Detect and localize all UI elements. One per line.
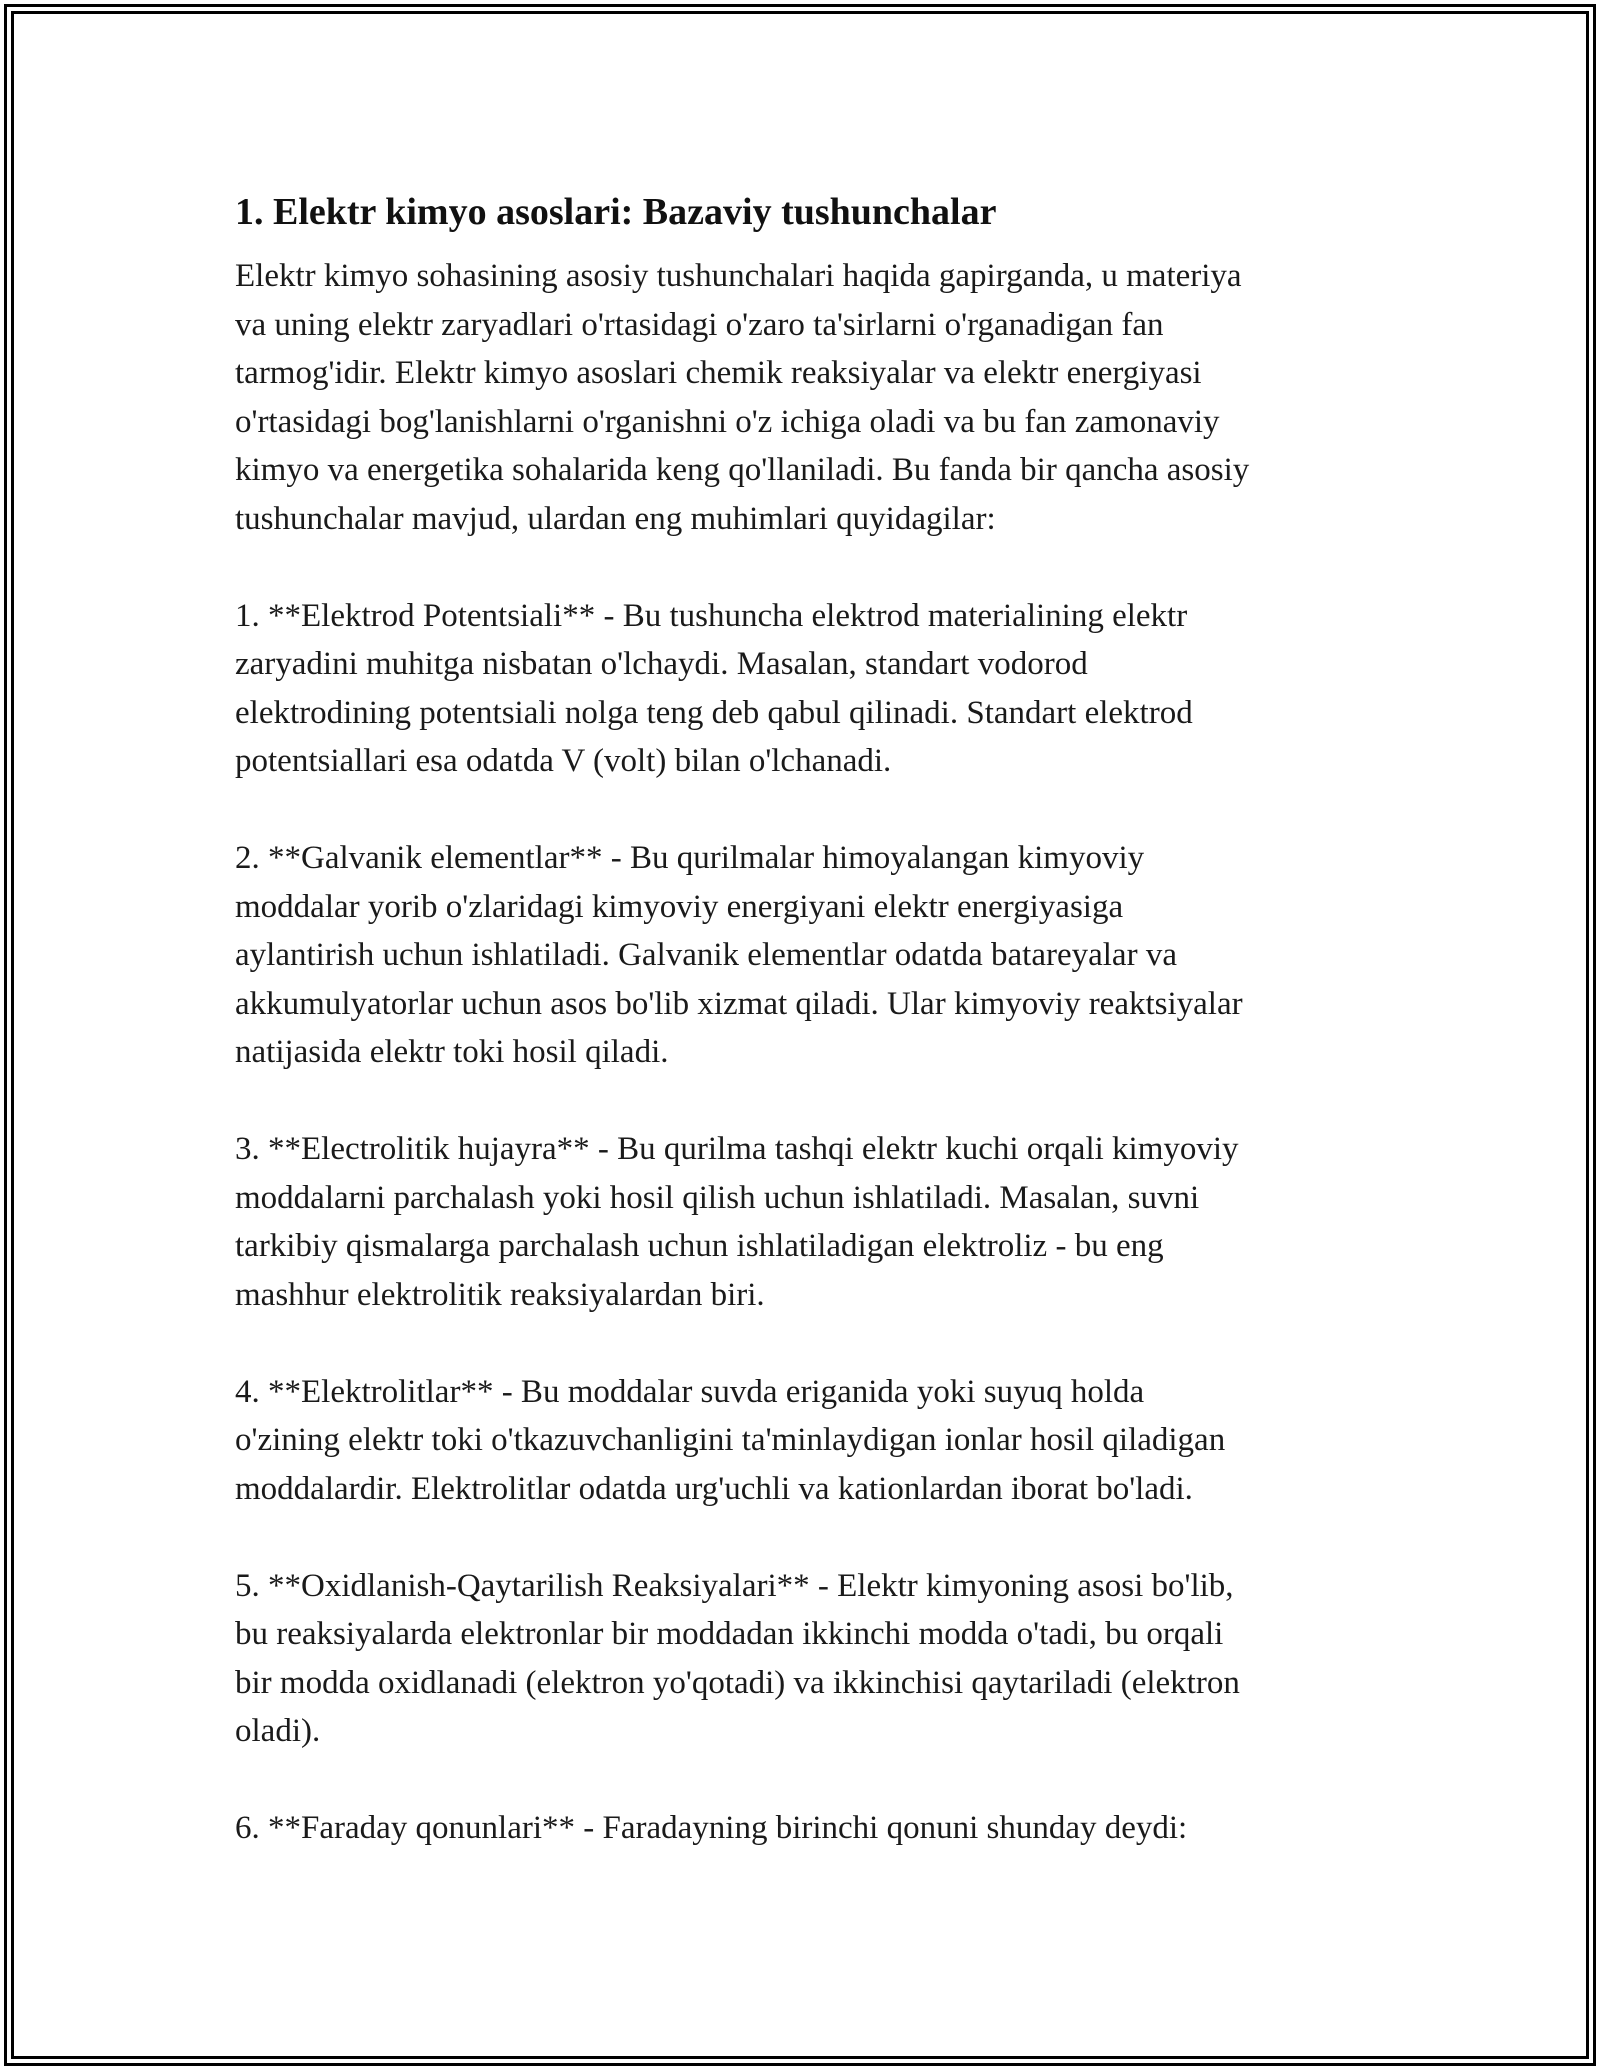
list-item-faraday-qonunlari: 6. **Faraday qonunlari** - Faradayning birinchi qonuni shunday deydi:: [235, 1810, 1188, 1846]
list-item-elektrod-potentsiali: 1. **Elektrod Potentsiali** - Bu tushuncha elektrod materialining elektr zaryadini muhitga nisbatan o'lchaydi. Masalan, standart vodorod elektrodining potentsiali nolga teng deb qabul qilinadi. Standart elektrod potentsiallari esa odatda V (volt) bilan o'lchanadi.: [235, 597, 1193, 779]
intro-paragraph: Elektr kimyo sohasining asosiy tushunchalari haqida gapirganda, u materiya va uning elektr zaryadlari o'rtasidagi o'zaro ta'sirlarni o'rganadigan fan tarmog'idir. Elektr kimyo asoslari chemik reaksiyalar va elektr energiyasi o'rtasidagi bog'lanishlarni o'rganishni o'z ichiga oladi va bu fan zamonaviy kimyo va energetika sohalarida keng qo'llaniladi. Bu fanda bir qancha asosiy tushunchalar mavjud, ulardan eng muhimlari quyidagilar:: [235, 258, 1250, 537]
list-item-galvanik-elementlar: 2. **Galvanik elementlar** - Bu qurilmalar himoyalangan kimyoviy moddalar yorib o'zlaridagi kimyoviy energiyani elektr energiyasiga aylantirish uchun ishlatiladi. Galvanik elementlar odatda batareyalar va akkumulyatorlar uchun asos bo'lib xizmat qiladi. Ular kimyoviy reaktsiyalar natijasida elektr toki hosil qiladi.: [235, 840, 1243, 1070]
list-item-oxidlanish-qaytarilish: 5. **Oxidlanish-Qaytarilish Reaksiyalari** - Elektr kimyoning asosi bo'lib, bu reaksiyalarda elektronlar bir moddadan ikkinchi modda o'tadi, bu orqali bir modda oxidlanadi (elektron yo'qotadi) va ikkinchisi qaytariladi (elektron oladi).: [235, 1567, 1240, 1749]
section-heading: 1. Elektr kimyo asoslari: Bazaviy tushunchalar: [235, 191, 997, 233]
document-page: [235, 186, 1375, 1853]
list-item-electrolitik-hujayra: 3. **Electrolitik hujayra** - Bu qurilma tashqi elektr kuchi orqali kimyoviy moddalarni parchalash yoki hosil qilish uchun ishlatiladi. Masalan, suvni tarkibiy qismalarga parchalash uchun ishlatiladigan elektroliz - bu eng mashhur elektrolitik reaksiyalardan biri.: [235, 1131, 1239, 1313]
list-item-elektrolitlar: 4. **Elektrolitlar** - Bu moddalar suvda eriganida yoki suyuq holda o'zining elektr toki o'tkazuvchanligini ta'minlaydigan ionlar hosil qiladigan moddalardir. Elektrolitlar odatda urg'uchli va kationlardan iborat bo'ladi.: [235, 1373, 1226, 1507]
